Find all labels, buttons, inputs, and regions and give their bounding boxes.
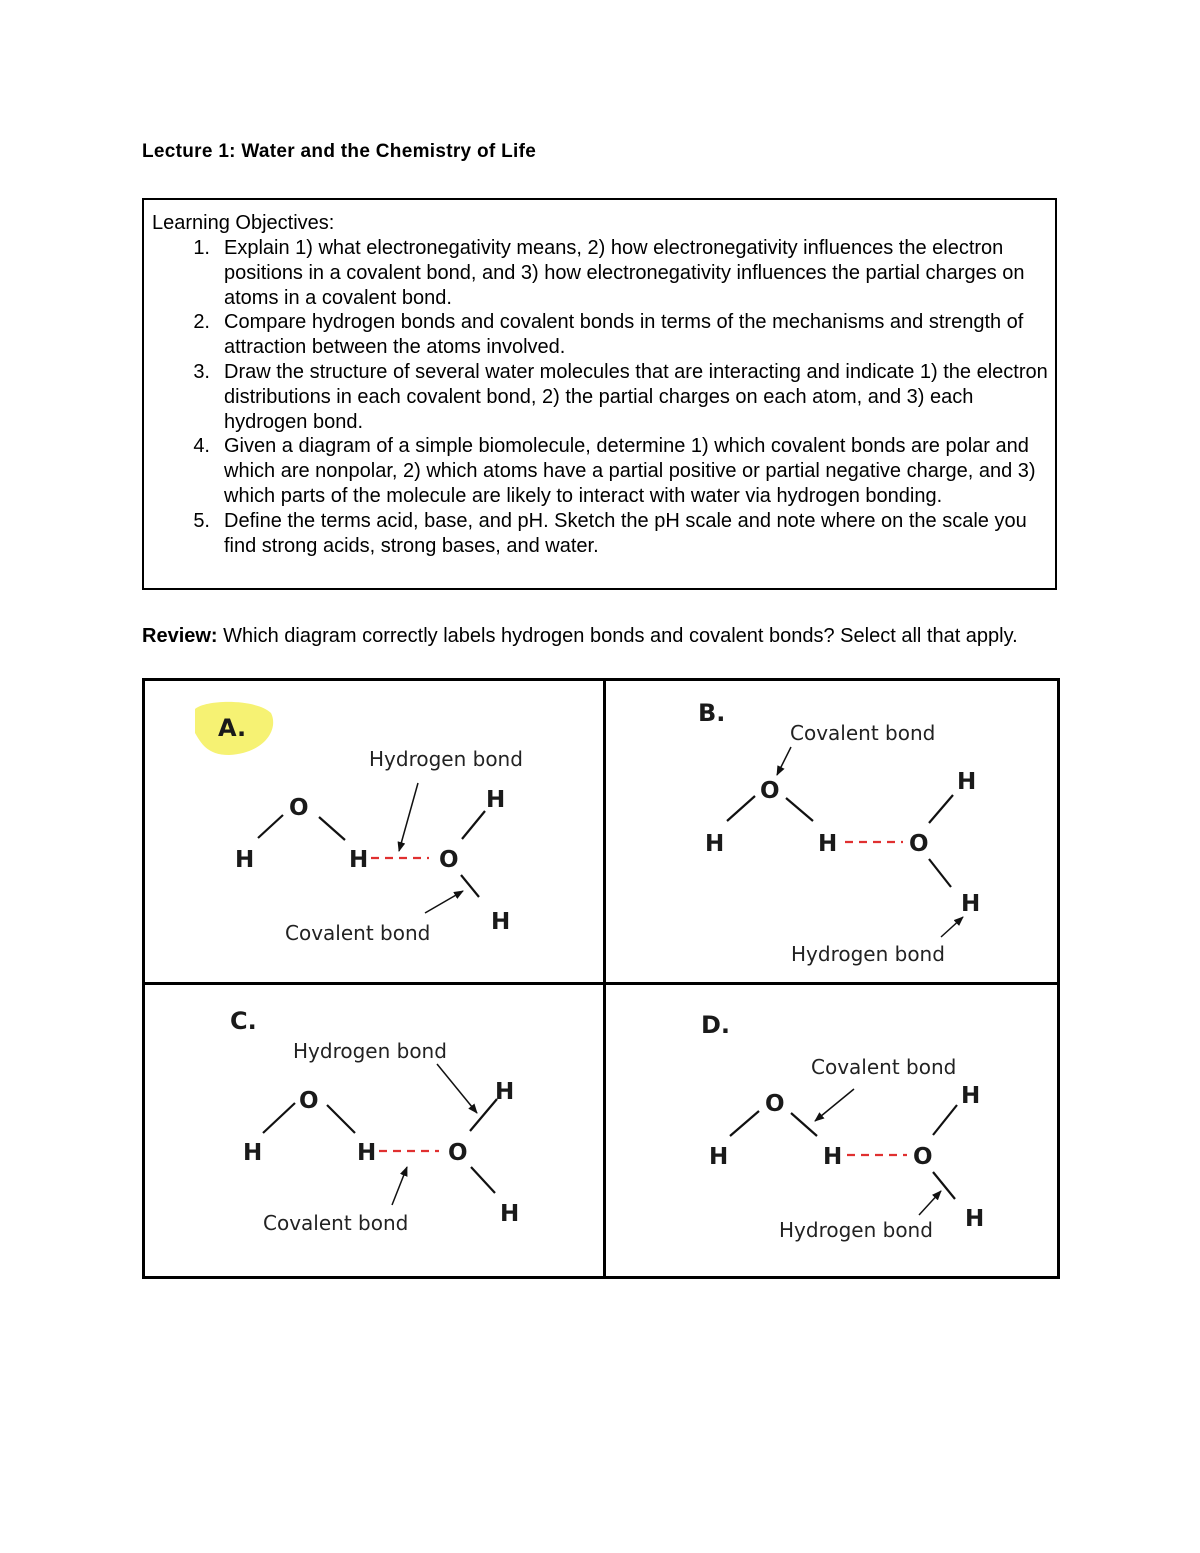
objective-text: Given a diagram of a simple biomolecule, determine 1) which covalent bonds are polar and which are nonpolar, 2) which atoms have a partial positive or partial negative charge, and 3) which parts of the molecule are likely to interact with water via hydrogen bonding. (224, 435, 1036, 507)
objective-text: Explain 1) what electronegativity means, 2) how electronegativity influences the electron positions in a covalent bond, and 3) how electronegativity influences the partial charges on atoms in a covalent bond. (224, 237, 1025, 309)
label-arrow (437, 1064, 477, 1113)
option-a-letter: A. (218, 714, 247, 742)
answer-diagram-grid (142, 678, 1060, 1279)
covalent-bond-line (929, 795, 953, 823)
page-title: Lecture 1: Water and the Chemistry of Life (142, 141, 537, 162)
answer-diagrams (145, 681, 1057, 1276)
hydrogen-atom: H (705, 831, 725, 857)
label-arrow (919, 1191, 941, 1215)
hydrogen-atom: H (491, 909, 511, 935)
objective-item (144, 360, 1055, 434)
oxygen-atom: O (760, 778, 780, 804)
label-arrow (425, 891, 463, 913)
covalent-bond-line (727, 796, 755, 821)
covalent-bond-line (786, 798, 813, 821)
option-d-label-top: Covalent bond (811, 1055, 957, 1079)
covalent-bond-line (933, 1172, 955, 1199)
oxygen-atom: O (909, 831, 929, 857)
objectives-list (144, 236, 1055, 558)
covalent-bond-line (929, 859, 951, 887)
objective-text: Draw the structure of several water molecules that are interacting and indicate 1) the electron distributions in each covalent bond, 2) the partial charges on each atom, and 3) each hydrogen bond. (224, 360, 1048, 433)
review-question (142, 622, 1042, 650)
covalent-bond-line (461, 875, 479, 897)
option-b-diagram[interactable] (698, 699, 980, 966)
oxygen-atom: O (765, 1091, 785, 1117)
hydrogen-atom: H (965, 1206, 985, 1232)
covalent-bond-line (471, 1167, 495, 1193)
objective-text: Compare hydrogen bonds and covalent bonds in terms of the mechanisms and strength of attraction between the atoms involved. (224, 311, 1024, 359)
label-arrow (777, 747, 791, 775)
option-d-diagram[interactable] (701, 1011, 984, 1242)
oxygen-atom: O (913, 1144, 933, 1170)
option-d-letter: D. (701, 1011, 731, 1039)
option-c-label-bottom: Covalent bond (263, 1211, 409, 1235)
label-arrow (392, 1167, 407, 1205)
hydrogen-atom: H (823, 1144, 843, 1170)
option-b-label-top: Covalent bond (790, 721, 936, 745)
oxygen-atom: O (299, 1088, 319, 1114)
covalent-bond-line (327, 1105, 355, 1133)
option-b-letter: B. (698, 699, 726, 727)
option-a-diagram[interactable] (195, 702, 523, 945)
oxygen-atom: O (439, 847, 459, 873)
objectives-heading: Learning Objectives: (152, 212, 335, 234)
hydrogen-atom: H (349, 847, 369, 873)
option-c-diagram[interactable] (230, 1007, 519, 1235)
label-arrow (399, 783, 418, 851)
covalent-bond-line (470, 1099, 497, 1131)
hydrogen-atom: H (486, 787, 506, 813)
objective-number: 3. (193, 360, 210, 383)
review-label: Review: (142, 625, 218, 647)
label-arrow (815, 1089, 854, 1121)
objective-item (144, 509, 1055, 559)
hydrogen-atom: H (961, 1083, 981, 1109)
option-c-letter: C. (230, 1007, 257, 1035)
objective-item (144, 236, 1055, 310)
objective-number: 4. (193, 435, 210, 458)
objective-number: 5. (193, 509, 210, 532)
label-arrow (941, 917, 963, 937)
review-question-text: Which diagram correctly labels hydrogen bonds and covalent bonds? Select all that apply. (223, 625, 1018, 647)
covalent-bond-line (462, 811, 485, 839)
objective-item (144, 310, 1055, 360)
covalent-bond-line (730, 1111, 759, 1136)
option-c-label-top: Hydrogen bond (293, 1039, 447, 1063)
objective-text: Define the terms acid, base, and pH. Sketch the pH scale and note where on the scale you find strong acids, strong bases, and water. (224, 509, 1027, 557)
covalent-bond-line (258, 815, 283, 838)
hydrogen-atom: H (357, 1140, 377, 1166)
option-b-label-bottom: Hydrogen bond (791, 942, 945, 966)
oxygen-atom: O (448, 1140, 468, 1166)
option-d-label-bottom: Hydrogen bond (779, 1218, 933, 1242)
hydrogen-atom: H (709, 1144, 729, 1170)
hydrogen-atom: H (243, 1140, 263, 1166)
hydrogen-atom: H (961, 891, 981, 917)
objective-item (144, 434, 1055, 508)
hydrogen-atom: H (818, 831, 838, 857)
oxygen-atom: O (289, 795, 309, 821)
hydrogen-atom: H (500, 1201, 520, 1227)
hydrogen-atom: H (957, 769, 977, 795)
objective-number: 1. (193, 237, 210, 259)
hydrogen-atom: H (495, 1079, 515, 1105)
hydrogen-atom: H (235, 847, 255, 873)
covalent-bond-line (263, 1103, 295, 1133)
covalent-bond-line (319, 817, 345, 840)
option-a-label-bottom: Covalent bond (285, 921, 431, 945)
learning-objectives-box (142, 198, 1057, 590)
option-a-label-top: Hydrogen bond (369, 747, 523, 771)
covalent-bond-line (933, 1105, 957, 1135)
covalent-bond-line (791, 1113, 817, 1136)
objective-number: 2. (193, 311, 210, 334)
